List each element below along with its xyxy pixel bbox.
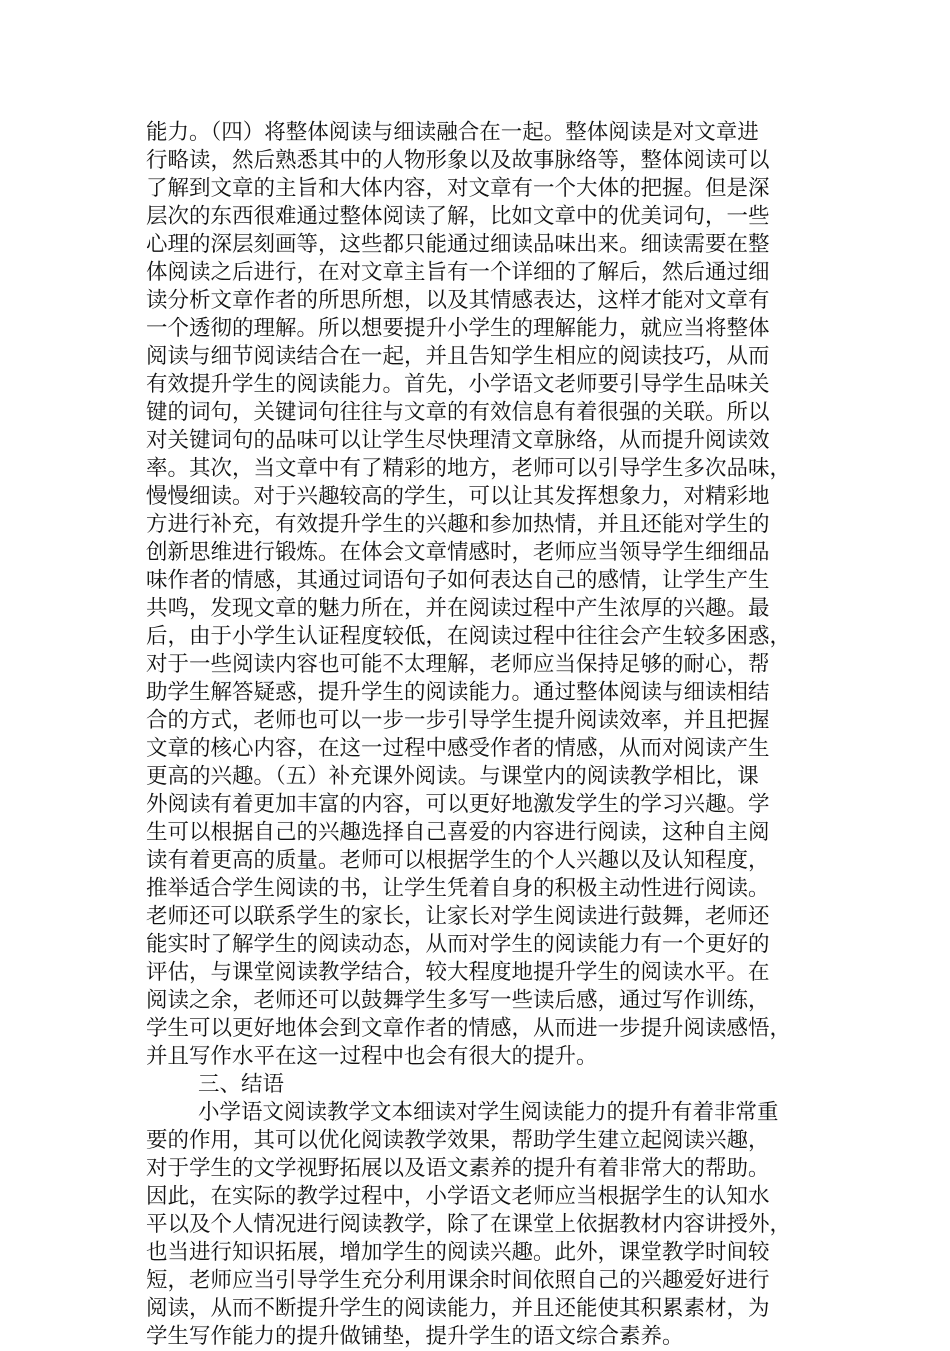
text-line: 外阅读有着更加丰富的内容，可以更好地激发学生的学习兴趣。学 xyxy=(146,792,770,817)
text-line: 心理的深层刻画等，这些都只能通过细读品味出来。细读需要在整 xyxy=(146,232,770,257)
document-page xyxy=(146,119,822,1351)
text-line: 短，老师应当引导学生充分利用课余时间依照自己的兴趣爱好进行 xyxy=(146,1268,770,1293)
text-line: 生可以根据自己的兴趣选择自己喜爱的内容进行阅读，这种自主阅 xyxy=(146,820,770,845)
text-line: 学生写作能力的提升做铺垫，提升学生的语文综合素养。 xyxy=(146,1324,684,1349)
text-line: 学生可以更好地体会到文章作者的情感，从而进一步提升阅读感悟， xyxy=(146,1016,792,1041)
text-line: 能力。（四）将整体阅读与细读融合在一起。整体阅读是对文章进 xyxy=(146,120,759,145)
body-paragraph xyxy=(146,119,822,1071)
text-line: 对于一些阅读内容也可能不太理解，老师应当保持足够的耐心，帮 xyxy=(146,652,770,677)
text-line: 层次的东西很难通过整体阅读了解，比如文章中的优美词句，一些 xyxy=(146,204,770,229)
text-line: 合的方式，老师也可以一步一步引导学生提升阅读效率，并且把握 xyxy=(146,708,770,733)
section-heading: 三、结语 xyxy=(198,1072,285,1097)
text-line: 读分析文章作者的所思所想，以及其情感表达，这样才能对文章有 xyxy=(146,288,770,313)
text-line: 读有着更高的质量。老师可以根据学生的个人兴趣以及认知程度， xyxy=(146,848,770,873)
text-line: 因此，在实际的教学过程中，小学语文老师应当根据学生的认知水 xyxy=(146,1184,770,1209)
text-line: 推举适合学生阅读的书，让学生凭着自身的积极主动性进行阅读。 xyxy=(146,876,770,901)
text-line: 对关键词句的品味可以让学生尽快理清文章脉络，从而提升阅读效 xyxy=(146,428,770,453)
text-line: 阅读与细节阅读结合在一起，并且告知学生相应的阅读技巧，从而 xyxy=(146,344,770,369)
text-line: 了解到文章的主旨和大体内容，对文章有一个大体的把握。但是深 xyxy=(146,176,770,201)
text-line: 慢慢细读。对于兴趣较高的学生，可以让其发挥想象力，对精彩地 xyxy=(146,484,770,509)
conclusion-paragraph xyxy=(146,1099,822,1351)
text-line: 小学语文阅读教学文本细读对学生阅读能力的提升有着非常重 xyxy=(198,1100,779,1125)
text-line: 创新思维进行锻炼。在体会文章情感时，老师应当领导学生细细品 xyxy=(146,540,770,565)
text-line: 方进行补充，有效提升学生的兴趣和参加热情，并且还能对学生的 xyxy=(146,512,770,537)
text-line: 阅读之余，老师还可以鼓舞学生多写一些读后感，通过写作训练， xyxy=(146,988,770,1013)
text-line: 阅读，从而不断提升学生的阅读能力，并且还能使其积累素材，为 xyxy=(146,1296,770,1321)
text-line: 评估，与课堂阅读教学结合，较大程度地提升学生的阅读水平。在 xyxy=(146,960,770,985)
text-line: 要的作用，其可以优化阅读教学效果，帮助学生建立起阅读兴趣， xyxy=(146,1128,770,1153)
text-line: 有效提升学生的阅读能力。首先，小学语文老师要引导学生品味关 xyxy=(146,372,770,397)
text-line: 率。其次，当文章中有了精彩的地方，老师可以引导学生多次品味， xyxy=(146,456,792,481)
text-line: 味作者的情感，其通过词语句子如何表达自己的感情，让学生产生 xyxy=(146,568,770,593)
text-line: 也当进行知识拓展，增加学生的阅读兴趣。此外，课堂教学时间较 xyxy=(146,1240,770,1265)
text-line: 更高的兴趣。（五）补充课外阅读。与课堂内的阅读教学相比，课 xyxy=(146,764,759,789)
text-line: 并且写作水平在这一过程中也会有很大的提升。 xyxy=(146,1044,598,1069)
text-line: 体阅读之后进行，在对文章主旨有一个详细的了解后，然后通过细 xyxy=(146,260,770,285)
text-line: 对于学生的文学视野拓展以及语文素养的提升有着非常大的帮助。 xyxy=(146,1156,770,1181)
text-line: 行略读，然后熟悉其中的人物形象以及故事脉络等，整体阅读可以 xyxy=(146,148,770,173)
text-line: 平以及个人情况进行阅读教学，除了在课堂上依据教材内容讲授外， xyxy=(146,1212,792,1237)
text-line: 老师还可以联系学生的家长，让家长对学生阅读进行鼓舞，老师还 xyxy=(146,904,770,929)
text-line: 能实时了解学生的阅读动态，从而对学生的阅读能力有一个更好的 xyxy=(146,932,770,957)
text-line: 助学生解答疑惑，提升学生的阅读能力。通过整体阅读与细读相结 xyxy=(146,680,770,705)
text-line: 后，由于小学生认证程度较低，在阅读过程中往往会产生较多困惑， xyxy=(146,624,792,649)
text-line: 文章的核心内容，在这一过程中感受作者的情感，从而对阅读产生 xyxy=(146,736,770,761)
text-line: 键的词句，关键词句往往与文章的有效信息有着很强的关联。所以 xyxy=(146,400,770,425)
text-line: 共鸣，发现文章的魅力所在，并在阅读过程中产生浓厚的兴趣。最 xyxy=(146,596,770,621)
text-line: 一个透彻的理解。所以想要提升小学生的理解能力，就应当将整体 xyxy=(146,316,770,341)
